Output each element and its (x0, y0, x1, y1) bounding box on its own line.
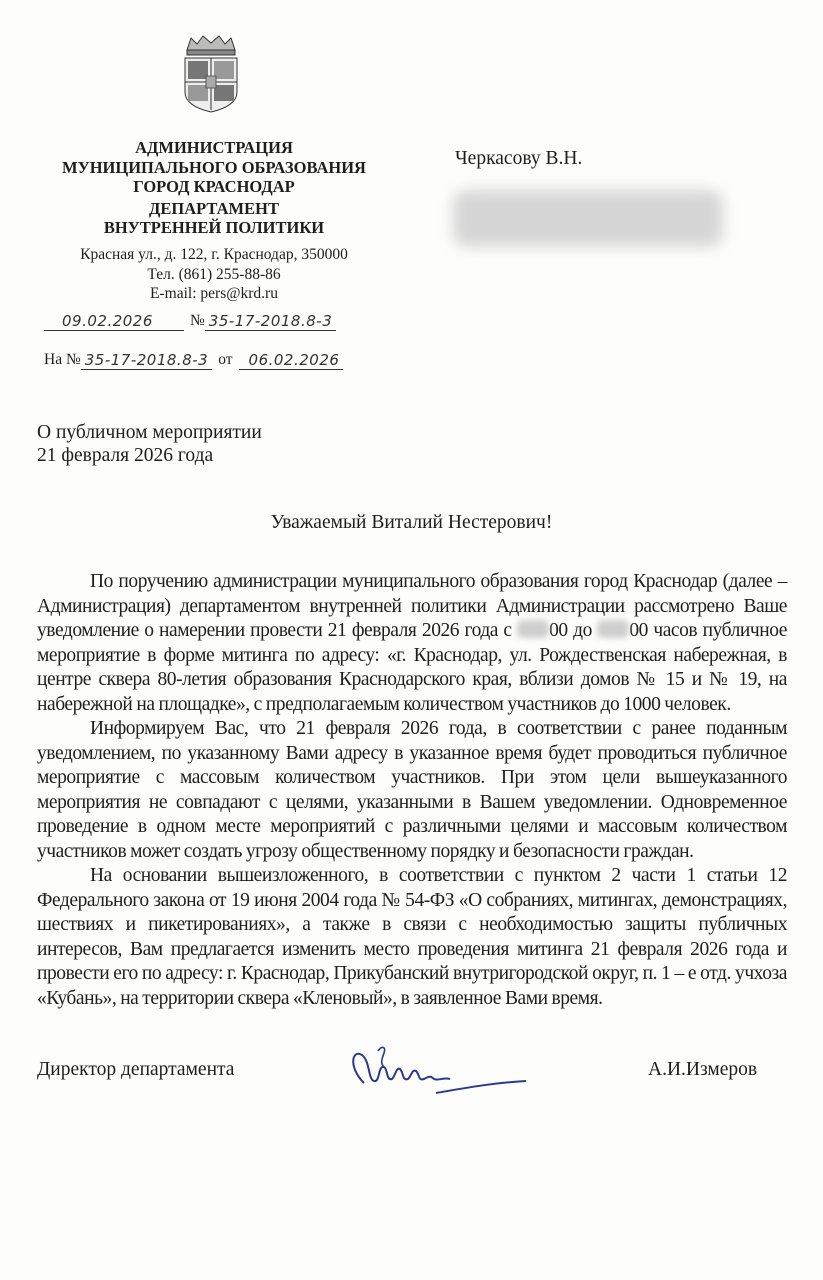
paragraph-2: Информируем Вас, что 21 февраля 2026 года, в соответствии с ранее поданным уведомлением, по указанному Вами адресу в указанное время будет проводиться публичное мероприятие с массовым количеством участников. При этом цели вышеуказанного мероприятия не совпадают с целями, указанными в Вашем уведомлении. Одновременное проведение в одном месте мероприятий с различными целями и массовым количеством участников может создать угрозу общественному порядку и безопасности граждан. (37, 718, 787, 862)
paragraph-1 (37, 570, 787, 717)
letterhead-organization (34, 138, 394, 238)
org-phone: Тел. (861) 255-88-86 (147, 265, 281, 283)
dept-line: ДЕПАРТАМЕНТ (149, 198, 279, 218)
paragraph-text: 00 до (549, 620, 598, 641)
redacted-recipient-address (453, 190, 723, 247)
org-address: Красная ул., д. 122, г. Краснодар, 350000 (80, 246, 348, 263)
from-label: от (218, 351, 233, 368)
org-line: АДМИНИСТРАЦИЯ (135, 138, 293, 157)
redacted-start-time (517, 620, 549, 638)
incoming-reference (44, 350, 343, 370)
dept-line: ВНУТРЕННЕЙ ПОЛИТИКИ (103, 218, 325, 237)
salutation: Уважаемый Виталий Нестерович! (270, 512, 553, 533)
paragraph-3: На основании вышеизложенного, в соответствии с пунктом 2 части 1 статьи 12 Федерального закона от 19 июня 2004 года № 54-ФЗ «О собраниях, митингах, демонстрациях, шествиях и пикетированиях», а также в связи с необходимостью защиты публичных интересов, Вам предлагается изменить место проведения митинга 21 февраля 2026 года и провести его по адресу: г. Краснодар, Прикубанский внутригородской округ, п. 1 – е отд. учхоза «Кубань», на территории сквера «Кленовый», в заявленное Вами время. (37, 865, 787, 1009)
signature-block (37, 1039, 787, 1101)
org-line: МУНИЦИПАЛЬНОГО ОБРАЗОВАНИЯ (62, 157, 366, 177)
outgoing-number: 35-17-2018.8-3 (205, 313, 336, 331)
letterhead-contacts (44, 245, 384, 304)
signatory-position: Директор департамента (37, 1059, 235, 1080)
paragraph-text: 00 часов публичное мероприятие в форме митинга по адресу: «г. Краснодар, ул. Рождественская набережная, в центре сквера 80-летия образования Краснодарского края, вблизи домов № 15 и № 19, на набережной на площадке», с предполагаемым количеством участников до 1000 человек. (37, 620, 787, 715)
paragraph-text: По поручению администрации муниципального образования город Краснодар (далее – Администрация) департаментом внутренней политики Администрации рассмотрено Ваше уведомление о намерении провести 21 февраля 2026 года с (37, 571, 787, 641)
reply-number: 35-17-2018.8-3 (81, 352, 212, 370)
outgoing-date: 09.02.2026 (44, 313, 184, 331)
handwritten-signature (340, 1039, 540, 1101)
number-label: № (190, 312, 205, 329)
recipient-name: Черкасову В.Н. (455, 148, 583, 169)
signatory-name: А.И.Измеров (648, 1059, 758, 1080)
reply-date: 06.02.2026 (239, 352, 344, 370)
letter-content (37, 570, 787, 1101)
subject-line: 21 февраля 2026 года (37, 445, 214, 466)
letter-subject (37, 421, 262, 467)
coat-of-arms-icon (177, 34, 245, 114)
redacted-end-time (597, 620, 629, 638)
reply-label: На № (44, 351, 81, 368)
subject-line: О публичном мероприятии (37, 422, 262, 443)
letter-body (37, 570, 787, 1011)
org-line: ГОРОД КРАСНОДАР (133, 177, 295, 196)
outgoing-registration (44, 311, 336, 331)
org-email: E-mail: pers@krd.ru (150, 285, 278, 302)
